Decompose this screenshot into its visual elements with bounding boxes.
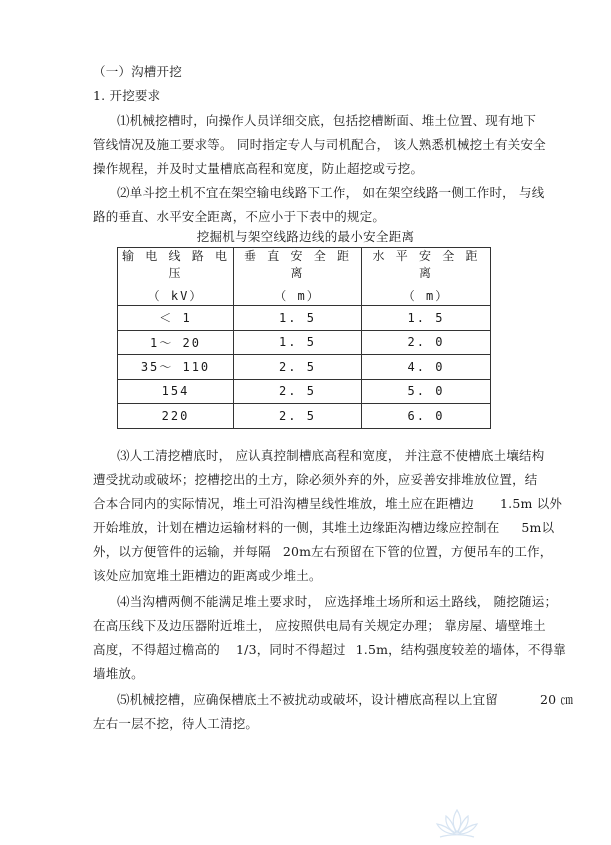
paragraph-3-line-4-distance: 5m以: [521, 520, 555, 535]
header-vertical-label: 垂 直 安 全 距 离: [244, 249, 351, 280]
cell-horizontal: 6. 0: [362, 404, 491, 429]
header-vertical: [234, 248, 362, 306]
cell-voltage: ＜ 1: [118, 306, 234, 331]
subsection-title: 1. 开挖要求: [93, 88, 161, 103]
paragraph-3-line-5: [93, 544, 552, 560]
cell-horizontal: 2. 0: [362, 330, 491, 355]
paragraph-3-line-6: 该处应加宽堆土距槽边的距离或少堆土。: [93, 568, 322, 583]
paragraph-2-line-2: 路的垂直、水平安全距离，不应小于下表中的规定。: [93, 209, 386, 224]
cell-horizontal: 4. 0: [362, 355, 491, 380]
paragraph-5-line-1: [117, 692, 573, 708]
cell-horizontal: 1. 5: [362, 306, 491, 331]
paragraph-3-line-4: [93, 520, 554, 536]
paragraph-3-line-2: 遭受扰动或破坏；挖槽挖出的土方，除必须外弃的外，应妥善安排堆放位置，结: [93, 472, 538, 487]
paragraph-1-line-3: 操作规程，并及时丈量槽底高程和宽度，防止超挖或亏挖。: [93, 161, 424, 176]
cell-vertical: 1. 5: [234, 330, 362, 355]
paragraph-3-line-5-text: 外，以方便管件的运输，并每隔: [93, 544, 271, 559]
paragraph-4-line-3-text: 高度，不得超过檐高的: [93, 642, 221, 657]
paragraph-1-line-2: 管线情况及施工要求等。 同时指定专人与司机配合， 该人熟悉机械挖土有关安全: [93, 137, 546, 152]
table-header-row: [118, 248, 491, 306]
table-row: [118, 330, 491, 355]
header-vertical-unit: （ m）: [274, 289, 321, 303]
table-row: [118, 379, 491, 404]
cell-vertical: 2. 5: [234, 404, 362, 429]
paragraph-4-line-3-ratio: 1/3: [236, 642, 257, 657]
cell-vertical: 2. 5: [234, 355, 362, 380]
paragraph-3-line-3: [93, 496, 562, 512]
paragraph-5-line-2: 左右一层不挖，待人工清挖。: [93, 716, 259, 731]
cell-voltage: 1～ 20: [118, 330, 234, 355]
table-row: [118, 306, 491, 331]
paragraph-5-line-1-depth: 20 ㎝: [540, 692, 574, 707]
paragraph-2-line-1: ⑵单斗挖土机不宜在架空输电线路下工作， 如在架空线路一侧工作时， 与线: [117, 185, 545, 200]
lotus-watermark-icon: [432, 806, 482, 840]
paragraph-1-line-1: ⑴机械挖槽时，向操作人员详细交底，包括挖槽断面、堆土位置、现有地下: [117, 113, 537, 128]
cell-horizontal: 5. 0: [362, 379, 491, 404]
cell-vertical: 2. 5: [234, 379, 362, 404]
paragraph-3-line-5-spacing: 20m左右预留在下管的位置，方便吊车的工作，: [282, 544, 553, 559]
paragraph-3-line-3-text: 合本合同内的实际情况，堆土可沿沟槽呈线性堆放，堆土应在距槽边: [93, 496, 475, 511]
cell-voltage: 35～ 110: [118, 355, 234, 380]
header-voltage: [118, 248, 234, 306]
paragraph-3-line-4-text: 开始堆放，计划在槽边运输材料的一侧，其堆土边缘距沟槽边缘应控制在: [93, 520, 500, 535]
paragraph-3-line-3-distance: 1.5m 以外: [500, 496, 563, 511]
header-horizontal: [362, 248, 491, 306]
paragraph-4-line-1: ⑷当沟槽两侧不能满足堆土要求时， 应选择堆土场所和运土路线， 随挖随运；: [117, 594, 558, 609]
section-title: （一）沟槽开挖: [93, 64, 182, 79]
table-row: [118, 355, 491, 380]
header-horizontal-label: 水 平 安 全 距 离: [372, 249, 480, 280]
paragraph-4-line-3-height: 1.5m，结构强度较差的墙体，不得靠: [355, 642, 566, 657]
cell-voltage: 220: [118, 404, 234, 429]
header-horizontal-unit: （ m）: [402, 289, 450, 303]
paragraph-4-line-4: 墙堆放。: [93, 666, 144, 681]
paragraph-4-line-3: [93, 642, 566, 658]
table-caption: 挖掘机与架空线路边线的最小安全距离: [196, 229, 415, 244]
header-voltage-unit: （ kV）: [147, 289, 204, 303]
paragraph-3-line-1: ⑶人工清挖槽底时， 应认真控制槽底高程和宽度， 并注意不使槽底土壤结构: [117, 448, 545, 463]
paragraph-5-line-1-text: ⑸机械挖槽，应确保槽底土不被扰动或破坏，设计槽底高程以上宜留: [117, 692, 499, 707]
safety-distance-table: [117, 247, 491, 429]
cell-voltage: 154: [118, 379, 234, 404]
paragraph-4-line-2: 在高压线下及边压器附近堆土， 应按照供电局有关规定办理； 靠房屋、墙壁堆土: [93, 618, 546, 633]
header-voltage-label: 输 电 线 路 电 压: [122, 249, 229, 280]
cell-vertical: 1. 5: [234, 306, 362, 331]
table-row: [118, 404, 491, 429]
paragraph-4-line-3-text-2: ，同时不得超过: [256, 642, 346, 657]
